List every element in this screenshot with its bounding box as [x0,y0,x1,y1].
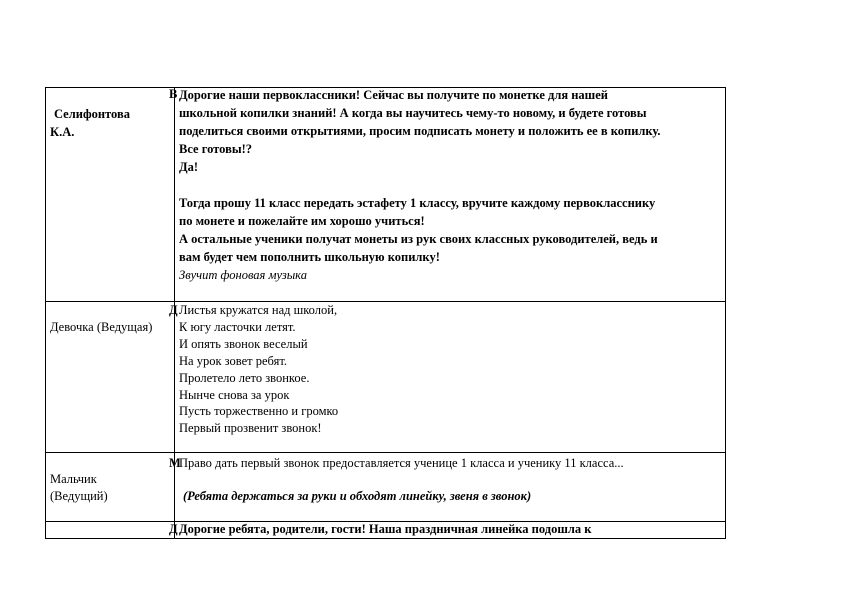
speech-text: Дорогие наши первоклассники! Сейчас вы получите по монетке для нашей школьной копилки знаний! А когда вы научитесь чему-то новому, и будете готовы поделиться своими открытиями, просим подписать монету и положить ее в копилку. Все готовы!? Да! Тогда прошу 11 класс передать эстафету 1 классу, вручите каждому первокласснику по монете и пожелайте им хорошо учиться! А остальные ученики получат монеты из рук своих классных руководителей, ведь и вам будет чем пополнить школьную копилку! Звучит фоновая музыка [179,86,721,284]
speaker-marker: М [169,456,181,470]
speech-text: Право дать первый звонок предоставляется ученице 1 класса и ученику 11 класса... (Ребята держаться за руки и обходят линейку, звеня в звонок) [179,455,721,505]
speech-text: Дорогие ребята, родители, гости! Наша праздничная линейка подошла к [179,522,592,536]
stage-direction: Звучит фоновая музыка [179,268,307,282]
speaker-name: Девочка (Ведущая) [50,320,153,334]
table-row [46,88,725,302]
stage-direction: (Ребята держаться за руки и обходят линейку, звеня в звонок) [183,489,532,503]
speaker-name: К.А. [50,125,75,139]
speaker-marker: В [169,87,178,101]
script-table [45,87,726,539]
speaker-marker: Д [169,303,178,317]
table-row [46,522,725,538]
speaker-name: Селифонтова [54,107,130,121]
table-row [46,453,725,522]
poem-text: Листья кружатся над школой, К югу ласточки летят. И опять звонок веселый На урок зовет ребят. Пролетело лето звонкое. Нынче снова за урок Пусть торжественно и громко Первый прозвенит звонок! [179,303,339,436]
speaker-name: Мальчик [50,472,97,486]
speaker-name: (Ведущий) [50,489,108,503]
speaker-marker: Д [169,522,178,536]
table-row [46,302,725,453]
